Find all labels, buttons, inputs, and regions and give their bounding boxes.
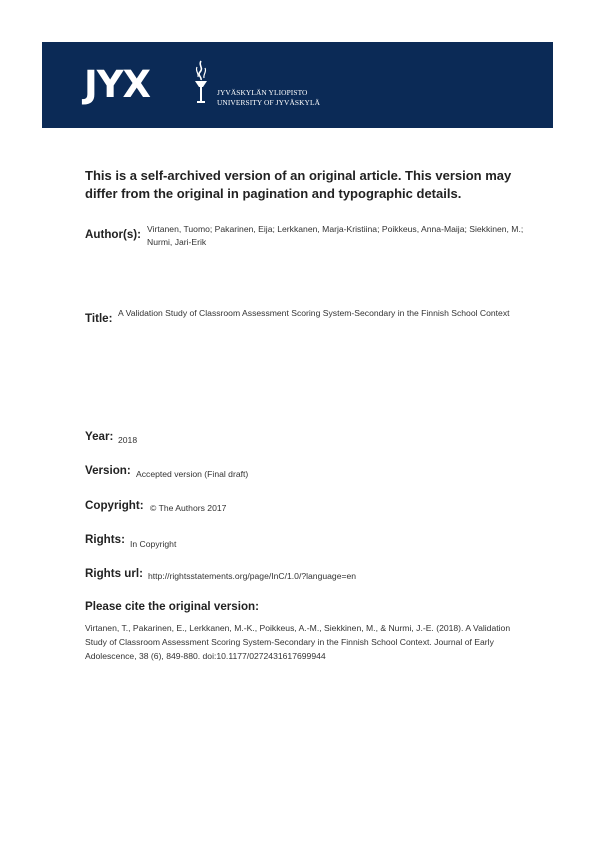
rights-value: In Copyright bbox=[130, 539, 177, 549]
copyright-label: Copyright: bbox=[85, 499, 144, 512]
version-value: Accepted version (Final draft) bbox=[136, 469, 249, 479]
citation-heading: Please cite the original version: bbox=[85, 600, 259, 613]
rights-url-value[interactable]: http://rightsstatements.org/page/InC/1.0/?language=en bbox=[148, 571, 357, 581]
header-banner bbox=[42, 42, 553, 128]
rights-label: Rights: bbox=[85, 533, 125, 546]
title-value: A Validation Study of Classroom Assessment Scoring System-Secondary in the Finnish School Context bbox=[118, 308, 510, 318]
authors-label: Author(s): bbox=[85, 228, 142, 241]
university-name bbox=[217, 88, 320, 107]
rights-url-label: Rights url: bbox=[85, 567, 143, 580]
university-name-en: UNIVERSITY OF JYVÄSKYLÄ bbox=[217, 97, 321, 107]
self-archive-disclaimer: This is a self-archived version of an original article. This version may differ from the original in pagination and typographic details. bbox=[85, 168, 512, 201]
copyright-value: © The Authors 2017 bbox=[150, 503, 227, 513]
torch-icon bbox=[190, 59, 212, 105]
version-label: Version: bbox=[85, 464, 131, 477]
year-label: Year: bbox=[85, 430, 114, 443]
university-name-fi: JYVÄSKYLÄN YLIOPISTO bbox=[217, 88, 308, 97]
citation-text: Virtanen, T., Pakarinen, E., Lerkkanen, M.-K., Poikkeus, A.-M., Siekkinen, M., & Nurmi, J.-E. (2018). A Validation Study of Classroom Assessment Scoring System-Secondary in the Finnish School Context. Journal of Early Adolescence, 38 (6), 849-880. doi:10.1177/0272431617699944 bbox=[85, 623, 511, 661]
title-label: Title: bbox=[85, 312, 113, 325]
year-value: 2018 bbox=[118, 435, 138, 445]
jyx-logo: JYX bbox=[84, 63, 151, 106]
authors-value: Virtanen, Tuomo; Pakarinen, Eija; Lerkkanen, Marja-Kristiina; Poikkeus, Anna-Maija; Siekkinen, M.; Nurmi, Jari-Erik bbox=[147, 224, 524, 247]
